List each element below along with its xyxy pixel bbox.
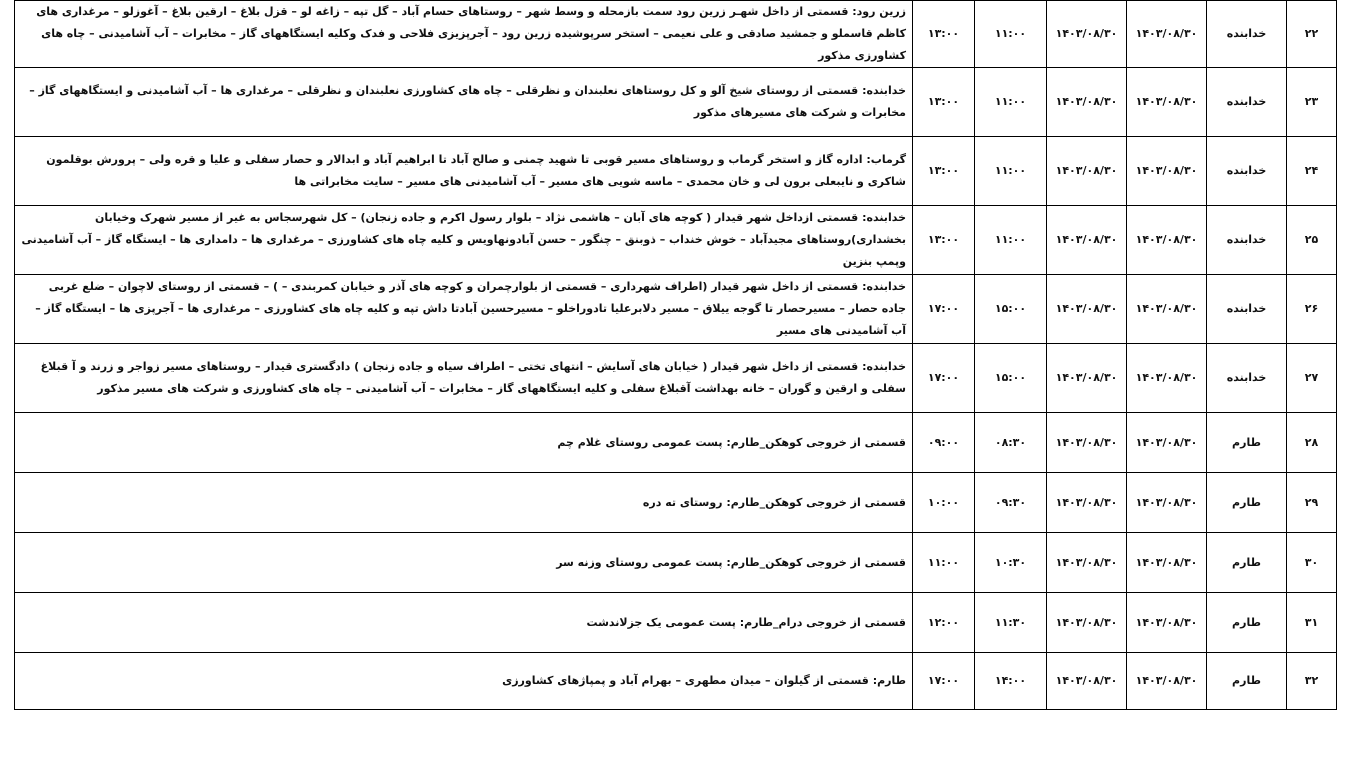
time-to: ۱۳:۰۰ [913,1,975,68]
date-to: ۱۴۰۳/۰۸/۳۰ [1047,137,1127,206]
city-name: خدابنده [1207,68,1287,137]
time-from: ۱۱:۳۰ [975,593,1047,653]
time-to: ۱۳:۰۰ [913,68,975,137]
date-from: ۱۴۰۳/۰۸/۳۰ [1127,344,1207,413]
table-row [15,473,1337,533]
row-number: ۳۱ [1287,593,1337,653]
outage-area-description: خدابنده: قسمتی از روستای شیخ آلو و کل روستاهای نعلبندان و نظرقلی – چاه های کشاورزی نعلبندان و نظرقلی – مرغداری ها – آب آشامیدنی و ایستگاههای گاز – مخابرات و شرکت های مسیرهای مذکور [15,68,913,137]
city-name: طارم [1207,533,1287,593]
city-name: طارم [1207,593,1287,653]
time-to: ۱۳:۰۰ [913,137,975,206]
table-row [15,137,1337,206]
time-to: ۱۷:۰۰ [913,344,975,413]
date-from: ۱۴۰۳/۰۸/۳۰ [1127,653,1207,710]
row-number: ۲۲ [1287,1,1337,68]
outage-area-description: قسمتی از خروجی کوهکن_طارم: پست عمومی روستای وزنه سر [15,533,913,593]
row-number: ۳۰ [1287,533,1337,593]
row-number: ۲۵ [1287,206,1337,275]
outage-area-description: گرماب: اداره گاز و استخر گرماب و روستاهای مسیر قوبی تا شهید چمنی و صالح آباد تا ابراهیم آباد و ابدالار و حصار سفلی و علیا و قره ولی – پرورش بوقلمون شاکری و نایبعلی برون لی و خان محمدی – ماسه شویی های مسیر – آب آشامیدنی های مسیر – سایت مخابراتی ها [15,137,913,206]
city-name: طارم [1207,413,1287,473]
date-from: ۱۴۰۳/۰۸/۳۰ [1127,275,1207,344]
time-to: ۱۰:۰۰ [913,473,975,533]
table-row [15,206,1337,275]
date-to: ۱۴۰۳/۰۸/۳۰ [1047,473,1127,533]
date-from: ۱۴۰۳/۰۸/۳۰ [1127,413,1207,473]
row-number: ۲۶ [1287,275,1337,344]
date-from: ۱۴۰۳/۰۸/۳۰ [1127,68,1207,137]
date-to: ۱۴۰۳/۰۸/۳۰ [1047,653,1127,710]
table-row [15,68,1337,137]
table-row [15,344,1337,413]
outage-area-description: قسمتی از خروجی درام_طارم: پست عمومی یک جزلاندشت [15,593,913,653]
row-number: ۲۸ [1287,413,1337,473]
time-from: ۱۱:۰۰ [975,137,1047,206]
table-row [15,275,1337,344]
date-from: ۱۴۰۳/۰۸/۳۰ [1127,593,1207,653]
time-to: ۰۹:۰۰ [913,413,975,473]
outage-area-description: زرین رود: قسمتی از داخل شهـر زرین رود سمت بازمحله و وسط شهر – روستاهای حسام آباد – گل تپه – زاغه لو – قزل بلاغ – ارقین بلاغ – آغوزلو – مرغداری های کاظم قاسملو و جمشید صادقی و علی نعیمی – استخر سرپوشیده زرین رود – آجرپزیزی فلاحی و فدک وکلیه ایستگاههای گاز – مخابرات – آب آشامیدنی – چاه های کشاورزی مذکور [15,1,913,68]
city-name: خدابنده [1207,344,1287,413]
date-from: ۱۴۰۳/۰۸/۳۰ [1127,533,1207,593]
date-to: ۱۴۰۳/۰۸/۳۰ [1047,1,1127,68]
outage-schedule-table [14,0,1337,710]
time-from: ۱۴:۰۰ [975,653,1047,710]
table-row [15,1,1337,68]
time-from: ۱۵:۰۰ [975,344,1047,413]
time-from: ۱۱:۰۰ [975,68,1047,137]
date-from: ۱۴۰۳/۰۸/۳۰ [1127,137,1207,206]
city-name: خدابنده [1207,275,1287,344]
time-from: ۰۹:۳۰ [975,473,1047,533]
table-row [15,533,1337,593]
city-name: طارم [1207,473,1287,533]
date-to: ۱۴۰۳/۰۸/۳۰ [1047,533,1127,593]
row-number: ۲۴ [1287,137,1337,206]
outage-area-description: قسمتی از خروجی کوهکن_طارم: پست عمومی روستای غلام چم [15,413,913,473]
time-from: ۰۸:۳۰ [975,413,1047,473]
date-to: ۱۴۰۳/۰۸/۳۰ [1047,206,1127,275]
table-row [15,413,1337,473]
city-name: خدابنده [1207,137,1287,206]
outage-area-description: خدابنده: قسمتی از داخل شهر قیدار ( خیابان های آسایش – انتهای تختی – اطراف سیاه و جاده زنجان ) دادگستری قیدار – روستاهای مسیر زواجر و زرند و آ قبلاغ سفلی و ارقین و گوران – خانه بهداشت آقبلاغ سفلی و کلیه ایستگاههای گاز – مخابرات – آب آشامیدنی – چاه های کشاورزی و شرکت های مسیر مذکور [15,344,913,413]
outage-area-description: طارم: قسمتی از گیلوان – میدان مطهری – بهرام آباد و پمپاژهای کشاورزی [15,653,913,710]
row-number: ۲۹ [1287,473,1337,533]
table-row [15,653,1337,710]
time-from: ۱۵:۰۰ [975,275,1047,344]
time-to: ۱۳:۰۰ [913,206,975,275]
date-from: ۱۴۰۳/۰۸/۳۰ [1127,1,1207,68]
time-to: ۱۱:۰۰ [913,533,975,593]
date-to: ۱۴۰۳/۰۸/۳۰ [1047,593,1127,653]
time-to: ۱۲:۰۰ [913,593,975,653]
time-from: ۱۱:۰۰ [975,206,1047,275]
time-from: ۱۱:۰۰ [975,1,1047,68]
outage-area-description: خدابنده: قسمتی از داخل شهر قیدار (اطراف شهرداری – قسمتی از بلوارچمران و کوچه های آذر و خیابان کمربندی – ) – قسمتی از روستای لاچوان – ضلع غربی جاده حصار – مسیرحصار تا گوجه ییلاق – مسیر دلابرعلیا تادوراخلو – مسیرحسین آبادتا داش تپه و کلیه چاه های کشاورزی – مرغداری ها – آجرپزی ها – ایستگاه گاز – آب آشامیدنی های مسیر [15,275,913,344]
date-to: ۱۴۰۳/۰۸/۳۰ [1047,275,1127,344]
row-number: ۳۲ [1287,653,1337,710]
city-name: خدابنده [1207,1,1287,68]
date-to: ۱۴۰۳/۰۸/۳۰ [1047,68,1127,137]
time-to: ۱۷:۰۰ [913,275,975,344]
row-number: ۲۳ [1287,68,1337,137]
outage-area-description: قسمتی از خروجی کوهکن_طارم: روستای ته دره [15,473,913,533]
date-from: ۱۴۰۳/۰۸/۳۰ [1127,206,1207,275]
city-name: طارم [1207,653,1287,710]
time-from: ۱۰:۳۰ [975,533,1047,593]
date-to: ۱۴۰۳/۰۸/۳۰ [1047,413,1127,473]
date-from: ۱۴۰۳/۰۸/۳۰ [1127,473,1207,533]
row-number: ۲۷ [1287,344,1337,413]
date-to: ۱۴۰۳/۰۸/۳۰ [1047,344,1127,413]
table-row [15,593,1337,653]
outage-area-description: خدابنده: قسمتی ازداخل شهر قیدار ( کوچه های آبان – هاشمی نژاد – بلوار رسول اکرم و جاده زنجان) – کل شهرسجاس به غیر از مسیر شهرک وخیابان بخشداری)روستاهای مجیدآباد – خوش خنداب – ذوبنق – چنگور – حسن آبادونهاویس و کلیه چاه های کشاورزی – مرغداری ها – دامداری ها – ایستگاه گاز – آب آشامیدنی وپمپ بنزین [15,206,913,275]
city-name: خدابنده [1207,206,1287,275]
time-to: ۱۷:۰۰ [913,653,975,710]
